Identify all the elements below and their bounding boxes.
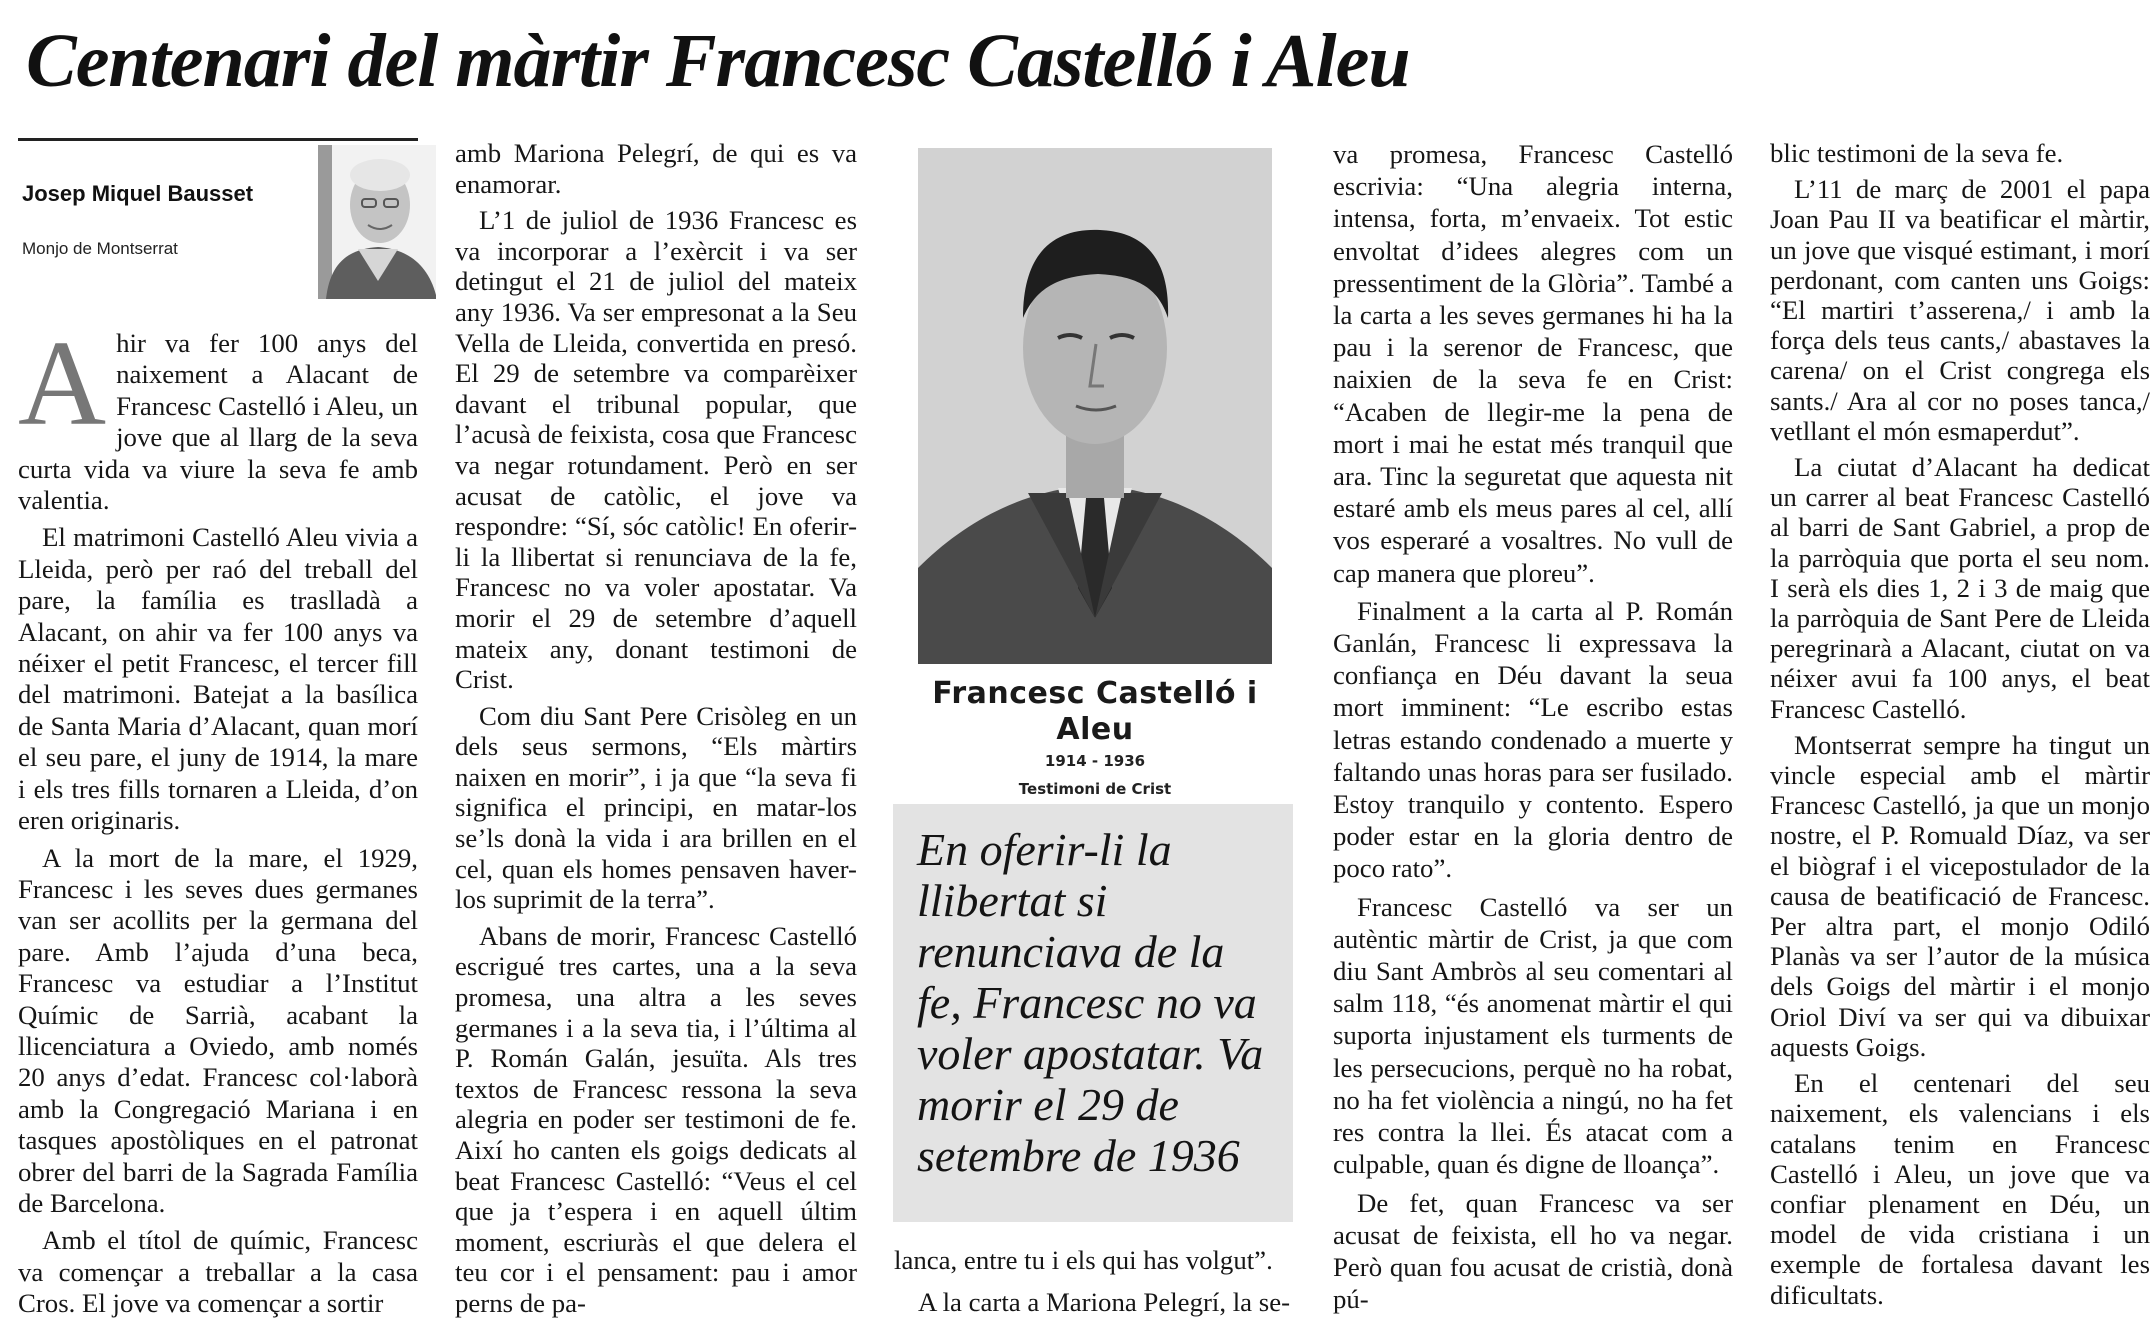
article-column-2 bbox=[455, 138, 857, 1325]
article-paragraph: Francesc Castelló va ser un autèntic màrtir de Crist, ja que com diu Sant Ambròs al seu comentari al salm 118, “és anomenat màrtir el qui suporta injustament els turments de les persecucions, perquè no ha robat, no ha fet violència a ningú, no ha fet res contra la llei. És atacat com a culpable, quan és digne de lloança”. bbox=[1333, 891, 1733, 1180]
photo-caption bbox=[900, 676, 1290, 800]
article-paragraph: Amb el títol de químic, Francesc va començar a treballar a la casa Cros. El jove va començar a sortir bbox=[18, 1225, 418, 1319]
article-paragraph: A la mort de la mare, el 1929, Francesc i les seves dues germanes van ser acollits per la germana del pare. Amb l’ajuda d’una beca, Francesc va estudiar a l’Institut Químic de Sarrià, acabant la llicenciatura a Oviedo, amb només 20 anys d’edat. Francesc col·laborà amb la Congregació Mariana i en tasques apostòliques en el patronat obrer del barri de la Sagrada Família de Barcelona. bbox=[18, 842, 418, 1218]
article-column-3 bbox=[894, 1242, 1296, 1326]
caption-years: 1914 - 1936 bbox=[1044, 752, 1146, 770]
article-paragraph: Finalment a la carta al P. Román Ganlán, Francesc li expressava la confiança en Déu davant la seua mort imminent: “Le escribo estas letras estando condenado a muerte y faltando unas horas para ser fusilado. Estoy tranquilo y contento. Espero poder estar en la gloria dentro de poco rato”. bbox=[1333, 595, 1733, 884]
article-paragraph bbox=[18, 316, 418, 516]
caption-name: Francesc Castelló i Aleu bbox=[932, 676, 1258, 747]
paragraph-text: hir va fer 100 anys del naixement a Alacant de Francesc Castelló i Aleu, un jove que al llarg de la seva curta vida va viure la seva fe amb valentia. bbox=[18, 328, 418, 516]
article-paragraph: Abans de morir, Francesc Castelló escrigué tres cartes, una a la seva promesa, una altra a les seves germanes i a la seva tia, i l’última al P. Román Galán, jesuïta. Als tres textos de Francesc ressona la seva alegria en poder ser testimoni de fe. Així ho canten els goigs dedicats al beat Francesc Castelló: “Veus el cel que ja t’espera i en aquell últim moment, escriuràs el que delera el teu cor i el pensament: pau i amor perns de pa- bbox=[455, 920, 857, 1318]
article-paragraph: L’1 de juliol de 1936 Francesc es va incorporar a l’exèrcit i va ser detingut el 21 de juliol del mateix any 1936. Va ser empresonat a la Seu Vella de Lleida, convertida en presó. El 29 de setembre va comparèixer davant el tribunal popular, que l’acusà de feixista, cosa que Francesc va negar rotundament. Però en ser acusat de catòlic, el jove va respondre: “Sí, sóc catòlic! En oferir-li la llibertat si renunciava de la fe, Francesc no va voler apostatar. Va morir el 29 de setembre d’aquell mateix any, donant testimoni de Crist. bbox=[455, 205, 857, 695]
drop-cap: A bbox=[18, 316, 107, 451]
article-paragraph: blic testimoni de la seva fe. bbox=[1770, 138, 2064, 168]
author-name: Josep Miquel Bausset bbox=[22, 181, 254, 206]
article-paragraph: Com diu Sant Pere Crisòleg en un dels seus sermons, “Els màrtirs naixen en morir”, i ja que “la seva fi significa el principi, en matar-los se’ls donà la vida i ara brillen en el cel, quan els homes pensaven haver-los suprimit de la terra”. bbox=[455, 700, 857, 915]
author-role: Monjo de Montserrat bbox=[22, 239, 178, 258]
article-paragraph: lanca, entre tu i els qui has volgut”. bbox=[894, 1245, 1273, 1275]
pull-quote-text: En oferir-li la llibertat si renunciava de la fe, Francesc no va voler apostatar. Va morir el 29 de setembre de 1936 bbox=[917, 824, 1264, 1181]
article-paragraph: En el centenari del seu naixement, els valencians i els catalans tenim en Francesc Castelló i Aleu, un jove que va confiar plenament en Déu, un model de vida cristiana i un exemple de fortalesa davant les dificultats. bbox=[1770, 1068, 2150, 1310]
article-paragraph: L’11 de març de 2001 el papa Joan Pau II va beatificar el màrtir, un jove que visqué estimant, i morí perdonant, com canten uns Goigs: “El martiri t’asserena,/ i amb la força dels teus cants,/ abastaves la carena/ on el Crist congrega els sants./ Ara al cor no poses tanca,/ vetllant el món esmaperdut”. bbox=[1770, 174, 2150, 446]
article-column-1 bbox=[18, 316, 418, 1326]
article-paragraph: El matrimoni Castelló Aleu vivia a Lleida, però per raó del treball del pare, la família es traslladà a Alacant, on ahir va fer 100 anys va néixer el petit Francesc, el tercer fill del matrimoni. Batejat a la basílica de Santa Maria d’Alacant, quan morí el seu pare, el juny de 1914, la mare i els tres fills tornaren a Lleida, d’on eren originaris. bbox=[18, 522, 418, 836]
article-paragraph: Montserrat sempre ha tingut un vincle especial amb el màrtir Francesc Castelló, ja que un monjo nostre, el P. Romuald Díaz, va ser el biògraf i el vicepostulador de la causa de beatificació de Francesc. Per altra part, el monjo Odiló Planàs va ser l’autor de la música dels Goigs del màrtir i el monjo Oriol Diví va ser qui va dibuixar aquests Goigs. bbox=[1770, 729, 2150, 1062]
portrait-photo bbox=[918, 148, 1272, 664]
pull-quote bbox=[893, 804, 1293, 1222]
article-paragraph: De fet, quan Francesc va ser acusat de feixista, ell ho va negar. Però quan fou acusat de cristià, donà pú- bbox=[1333, 1187, 1733, 1315]
article-paragraph: A la carta a Mariona Pelegrí, la se- bbox=[918, 1287, 1291, 1318]
author-box bbox=[18, 138, 418, 299]
author-portrait-photo bbox=[318, 145, 436, 299]
caption-subtitle: Testimoni de Crist bbox=[1018, 780, 1172, 798]
article-paragraph: va promesa, Francesc Castelló escrivia: “Una alegria interna, intensa, forta, m’envaeix. Tot estic envoltat d’idees alegres com un pressentiment de la Glòria”. També a la carta a les seves germanes hi ha la pau i la serenor de Francesc, que naixien de la seva fe en Crist: “Acaben de llegir-me la pena de mort i mai he estat més tranquil que ara. Tinc la seguretat que aquesta nit estaré amb els meus pares al cel, allí vos esperaré a vosaltres. No vull de cap manera que ploreu”. bbox=[1333, 139, 1733, 588]
article-paragraph: amb Mariona Pelegrí, de qui es va enamorar. bbox=[455, 138, 857, 199]
article-paragraph: La ciutat d’Alacant ha dedicat un carrer al beat Francesc Castelló al barri de Sant Gabriel, a prop de la parròquia que porta el seu nom. I serà els dies 1, 2 i 3 de maig que la parròquia de Sant Pere de Lleida peregrinarà a Alacant, ciutat on va néixer avui fa 100 anys, el beat Francesc Castelló. bbox=[1770, 452, 2150, 724]
article-title: Centenari del màrtir Francesc Castelló i Aleu bbox=[26, 19, 1410, 103]
article-column-5 bbox=[1770, 138, 2150, 1316]
article-column-4 bbox=[1333, 138, 1733, 1321]
